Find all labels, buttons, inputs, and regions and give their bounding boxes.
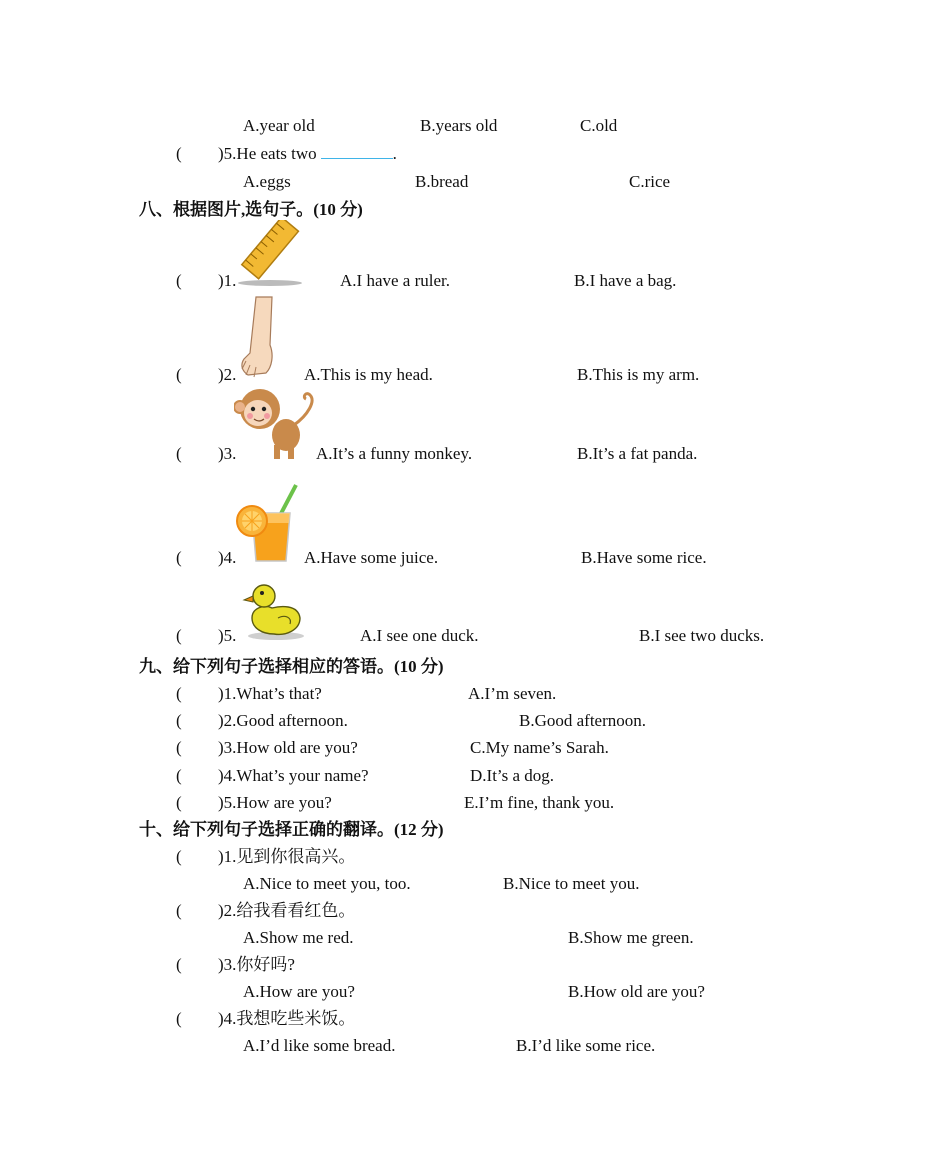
s8-option-b-2: B.This is my arm. xyxy=(577,365,700,384)
s10-paren-2: ( xyxy=(176,901,182,920)
s8-num-4: )4. xyxy=(218,548,237,567)
s10-option-b-3: B.How old are you? xyxy=(568,982,705,1001)
s9-question-5: )5.How are you? xyxy=(218,793,332,812)
section-10-title: 十、给下列句子选择正确的翻译。(12 分) xyxy=(139,820,444,839)
s9-answer-c: C.My name’s Sarah. xyxy=(470,738,609,757)
s10-paren-1: ( xyxy=(176,847,182,866)
s9-answer-b: B.Good afternoon. xyxy=(519,711,647,730)
q5-option-c: C.rice xyxy=(629,172,671,191)
q5-text: )5.He eats two xyxy=(218,144,317,163)
s10-option-b-2: B.Show me green. xyxy=(568,928,694,947)
monkey-icon xyxy=(234,385,318,461)
s8-num-5: )5. xyxy=(218,626,237,645)
q4-option-b: B.years old xyxy=(420,116,498,135)
section-8-title: 八、根据图片,选句子。(10 分) xyxy=(139,200,363,219)
q5-paren: ( xyxy=(176,144,182,163)
arm-icon xyxy=(238,295,284,379)
s8-num-2: )2. xyxy=(218,365,237,384)
s8-paren-3: ( xyxy=(176,444,182,463)
ruler-icon xyxy=(236,220,306,290)
s9-paren-4: ( xyxy=(176,766,182,785)
s9-paren-5: ( xyxy=(176,793,182,812)
q5-end: . xyxy=(392,144,397,163)
section-9-title: 九、给下列句子选择相应的答语。(10 分) xyxy=(139,657,444,676)
s8-paren-2: ( xyxy=(176,365,182,384)
q5-option-b: B.bread xyxy=(415,172,469,191)
s8-option-a-5: A.I see one duck. xyxy=(360,626,479,645)
s10-option-a-4: A.I’d like some bread. xyxy=(243,1036,396,1055)
s8-paren-5: ( xyxy=(176,626,182,645)
s8-option-b-4: B.Have some rice. xyxy=(581,548,707,567)
s10-option-a-2: A.Show me red. xyxy=(243,928,354,947)
s10-paren-4: ( xyxy=(176,1009,182,1028)
q4-option-a: A.year old xyxy=(243,116,315,135)
s10-question-3: )3.你好吗? xyxy=(218,955,295,974)
duck-icon xyxy=(242,578,308,644)
s8-option-a-3: A.It’s a funny monkey. xyxy=(316,444,473,463)
s10-question-2: )2.给我看看红色。 xyxy=(218,901,356,920)
s8-option-b-3: B.It’s a fat panda. xyxy=(577,444,698,463)
s9-paren-3: ( xyxy=(176,738,182,757)
s8-option-a-4: A.Have some juice. xyxy=(304,548,439,567)
s10-option-b-4: B.I’d like some rice. xyxy=(516,1036,656,1055)
s10-option-a-3: A.How are you? xyxy=(243,982,355,1001)
s8-paren-4: ( xyxy=(176,548,182,567)
q5-question xyxy=(218,144,397,164)
s8-option-b-1: B.I have a bag. xyxy=(574,271,677,290)
s9-question-1: )1.What’s that? xyxy=(218,684,322,703)
s10-paren-3: ( xyxy=(176,955,182,974)
q5-option-a: A.eggs xyxy=(243,172,291,191)
s9-question-4: )4.What’s your name? xyxy=(218,766,369,785)
s9-question-3: )3.How old are you? xyxy=(218,738,358,757)
juice-icon xyxy=(232,483,302,565)
s9-paren-1: ( xyxy=(176,684,182,703)
s8-option-a-2: A.This is my head. xyxy=(304,365,433,384)
s9-paren-2: ( xyxy=(176,711,182,730)
s9-answer-e: E.I’m fine, thank you. xyxy=(464,793,615,812)
s9-question-2: )2.Good afternoon. xyxy=(218,711,348,730)
q5-blank xyxy=(321,144,393,159)
s8-num-1: )1. xyxy=(218,271,237,290)
s8-num-3: )3. xyxy=(218,444,237,463)
s9-answer-a: A.I’m seven. xyxy=(468,684,557,703)
s8-option-b-5: B.I see two ducks. xyxy=(639,626,765,645)
s10-option-a-1: A.Nice to meet you, too. xyxy=(243,874,411,893)
s8-paren-1: ( xyxy=(176,271,182,290)
s10-question-1: )1.见到你很高兴。 xyxy=(218,847,356,866)
q4-option-c: C.old xyxy=(580,116,618,135)
s8-option-a-1: A.I have a ruler. xyxy=(340,271,450,290)
s10-option-b-1: B.Nice to meet you. xyxy=(503,874,640,893)
s10-question-4: )4.我想吃些米饭。 xyxy=(218,1009,356,1028)
s9-answer-d: D.It’s a dog. xyxy=(470,766,555,785)
